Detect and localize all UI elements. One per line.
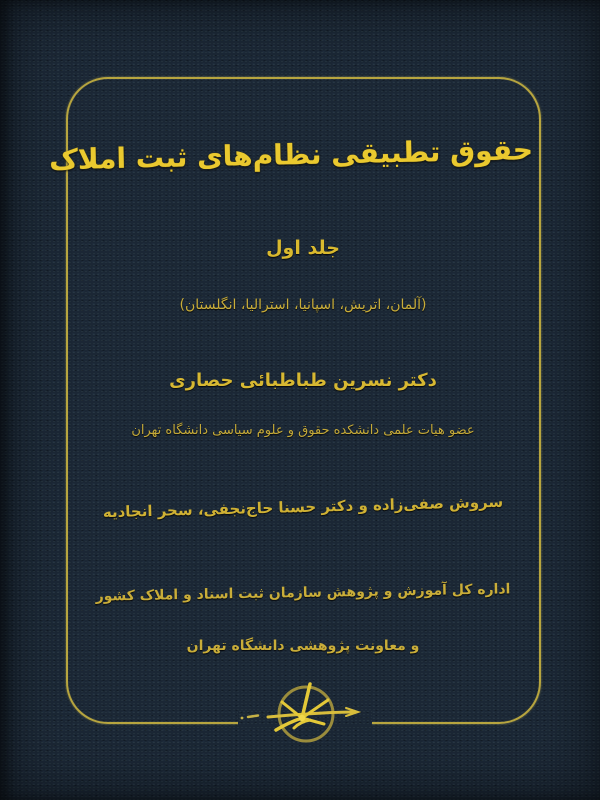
institution-line-1: اداره کل آموزش و پژوهش سازمان ثبت اسناد و املاک کشور xyxy=(95,581,511,605)
coauthors-line: سروش صفی‌زاده و دکتر حسنا حاج‌نجفی، سحر انجادیه xyxy=(102,492,504,522)
countries-subtitle: (آلمان، اتریش، اسپانیا، استرالیا، انگلستان) xyxy=(179,297,427,313)
book-title: حقوق تطبیقی نظام‌های ثبت املاک xyxy=(48,133,534,177)
author-name: دکتر نسرین طباطبائی حصاری xyxy=(169,370,437,391)
author-affiliation: عضو هیات علمی دانشکده حقوق و علوم سیاسی دانشگاه تهران xyxy=(131,423,475,438)
institution-line-2: و معاونت پژوهشی دانشگاه تهران xyxy=(186,638,420,654)
volume-label: جلد اول xyxy=(266,237,340,259)
publisher-emblem-icon xyxy=(234,672,378,756)
